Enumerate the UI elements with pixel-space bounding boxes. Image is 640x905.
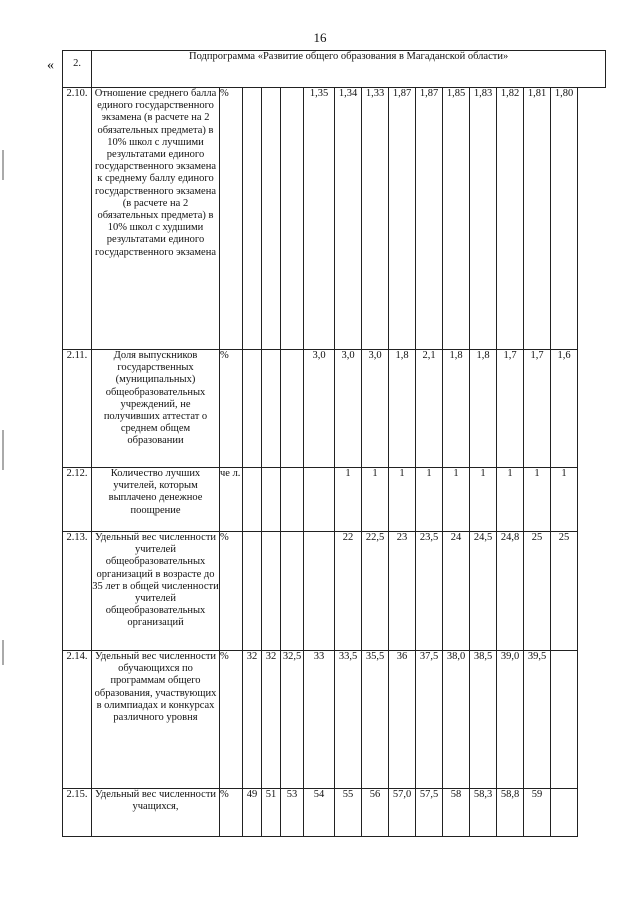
- value-cell: [281, 532, 304, 651]
- indicator-name: Удельный вес численности учащихся,: [92, 789, 220, 837]
- value-cell: 1: [362, 468, 389, 532]
- value-cell: 1,8: [389, 350, 416, 468]
- value-cell: 1: [443, 468, 470, 532]
- value-cell: 1,85: [443, 88, 470, 350]
- value-cell: [551, 789, 578, 837]
- value-cell: 23: [389, 532, 416, 651]
- value-cell: 58,3: [470, 789, 497, 837]
- margin-scan-mark: [2, 430, 4, 470]
- unit-cell: %: [220, 651, 243, 789]
- table-row: [63, 789, 606, 837]
- table-row: [63, 468, 606, 532]
- value-cell: 53: [281, 789, 304, 837]
- margin-scan-mark: [2, 640, 4, 665]
- value-cell: 1,82: [497, 88, 524, 350]
- value-cell: 39,5: [524, 651, 551, 789]
- value-cell: 1: [416, 468, 443, 532]
- value-cell: 1,6: [551, 350, 578, 468]
- page-number: 16: [313, 30, 327, 45]
- value-cell: 38,5: [470, 651, 497, 789]
- value-cell: [262, 350, 281, 468]
- value-cell: 1,7: [497, 350, 524, 468]
- value-cell: 49: [243, 789, 262, 837]
- value-cell: 51: [262, 789, 281, 837]
- row-number: 2.12.: [63, 468, 92, 532]
- unit-cell: %: [220, 350, 243, 468]
- value-cell: 23,5: [416, 532, 443, 651]
- value-cell: 32: [243, 651, 262, 789]
- value-cell: 1: [389, 468, 416, 532]
- value-cell: [243, 532, 262, 651]
- value-cell: [243, 350, 262, 468]
- value-cell: 1,35: [304, 88, 335, 350]
- value-cell: 1,87: [389, 88, 416, 350]
- row-number: 2.14.: [63, 651, 92, 789]
- value-cell: [243, 468, 262, 532]
- value-cell: 1,80: [551, 88, 578, 350]
- value-cell: 57,0: [389, 789, 416, 837]
- section-title: Подпрограмма «Развитие общего образования в Магаданской области»: [92, 51, 606, 88]
- value-cell: 1,83: [470, 88, 497, 350]
- value-cell: [304, 468, 335, 532]
- table-row: [63, 350, 606, 468]
- value-cell: [262, 532, 281, 651]
- value-cell: 57,5: [416, 789, 443, 837]
- value-cell: 24,5: [470, 532, 497, 651]
- value-cell: [243, 88, 262, 350]
- value-cell: 3,0: [335, 350, 362, 468]
- value-cell: [304, 532, 335, 651]
- value-cell: 25: [551, 532, 578, 651]
- value-cell: 1: [470, 468, 497, 532]
- open-quote-mark: «: [47, 58, 54, 73]
- section-header-row: [63, 51, 606, 88]
- value-cell: 38,0: [443, 651, 470, 789]
- value-cell: 59: [524, 789, 551, 837]
- indicators-table: [62, 50, 606, 837]
- value-cell: 3,0: [362, 350, 389, 468]
- value-cell: 22: [335, 532, 362, 651]
- row-number: 2.10.: [63, 88, 92, 350]
- unit-cell: %: [220, 88, 243, 350]
- value-cell: 56: [362, 789, 389, 837]
- row-number: 2.13.: [63, 532, 92, 651]
- value-cell: [262, 468, 281, 532]
- value-cell: 1,34: [335, 88, 362, 350]
- table-row: [63, 651, 606, 789]
- unit-cell: %: [220, 532, 243, 651]
- row-number: 2.11.: [63, 350, 92, 468]
- value-cell: 25: [524, 532, 551, 651]
- indicator-name: Доля выпускников государственных (муниципальных) общеобразовательных учреждений, не получивших аттестат о среднем общем образовании: [92, 350, 220, 468]
- table-row: [63, 532, 606, 651]
- indicator-name: Отношение среднего балла единого государственного экзамена (в расчете на 2 обязательных предмета) в 10% школ с лучшими результатами единого государственного экзамена к среднему баллу единого государственного экзамена (в расчете на 2 обязательных предмета) в 10% школ с худшими результатами единого государственного экзамена: [92, 88, 220, 350]
- indicator-name: Удельный вес численности обучающихся по программам общего образования, участвующих в олимпиадах и конкурсах различного уровня: [92, 651, 220, 789]
- indicator-name: Количество лучших учителей, которым выплачено денежное поощрение: [92, 468, 220, 532]
- value-cell: 58,8: [497, 789, 524, 837]
- value-cell: 24: [443, 532, 470, 651]
- value-cell: 35,5: [362, 651, 389, 789]
- value-cell: 36: [389, 651, 416, 789]
- value-cell: [281, 88, 304, 350]
- value-cell: 39,0: [497, 651, 524, 789]
- value-cell: 37,5: [416, 651, 443, 789]
- margin-scan-mark: [2, 150, 4, 180]
- value-cell: 1,7: [524, 350, 551, 468]
- unit-cell: че л.: [220, 468, 243, 532]
- value-cell: 33: [304, 651, 335, 789]
- value-cell: 1,8: [443, 350, 470, 468]
- value-cell: 55: [335, 789, 362, 837]
- unit-cell: %: [220, 789, 243, 837]
- value-cell: 24,8: [497, 532, 524, 651]
- value-cell: 32: [262, 651, 281, 789]
- row-number: 2.15.: [63, 789, 92, 837]
- value-cell: 58: [443, 789, 470, 837]
- value-cell: 1,8: [470, 350, 497, 468]
- indicator-name: Удельный вес численности учителей общеобразовательных организаций в возрасте до 35 лет в общей численности учителей общеобразовательных организаций: [92, 532, 220, 651]
- value-cell: [281, 468, 304, 532]
- value-cell: 1: [335, 468, 362, 532]
- value-cell: 1,87: [416, 88, 443, 350]
- value-cell: [262, 88, 281, 350]
- value-cell: 1,81: [524, 88, 551, 350]
- value-cell: 2,1: [416, 350, 443, 468]
- value-cell: 33,5: [335, 651, 362, 789]
- value-cell: 54: [304, 789, 335, 837]
- value-cell: 1,33: [362, 88, 389, 350]
- value-cell: [281, 350, 304, 468]
- value-cell: 3,0: [304, 350, 335, 468]
- section-number: 2.: [63, 51, 92, 88]
- table-row: [63, 88, 606, 350]
- value-cell: 1: [524, 468, 551, 532]
- value-cell: [551, 651, 578, 789]
- value-cell: 1: [551, 468, 578, 532]
- value-cell: 1: [497, 468, 524, 532]
- value-cell: 22,5: [362, 532, 389, 651]
- value-cell: 32,5: [281, 651, 304, 789]
